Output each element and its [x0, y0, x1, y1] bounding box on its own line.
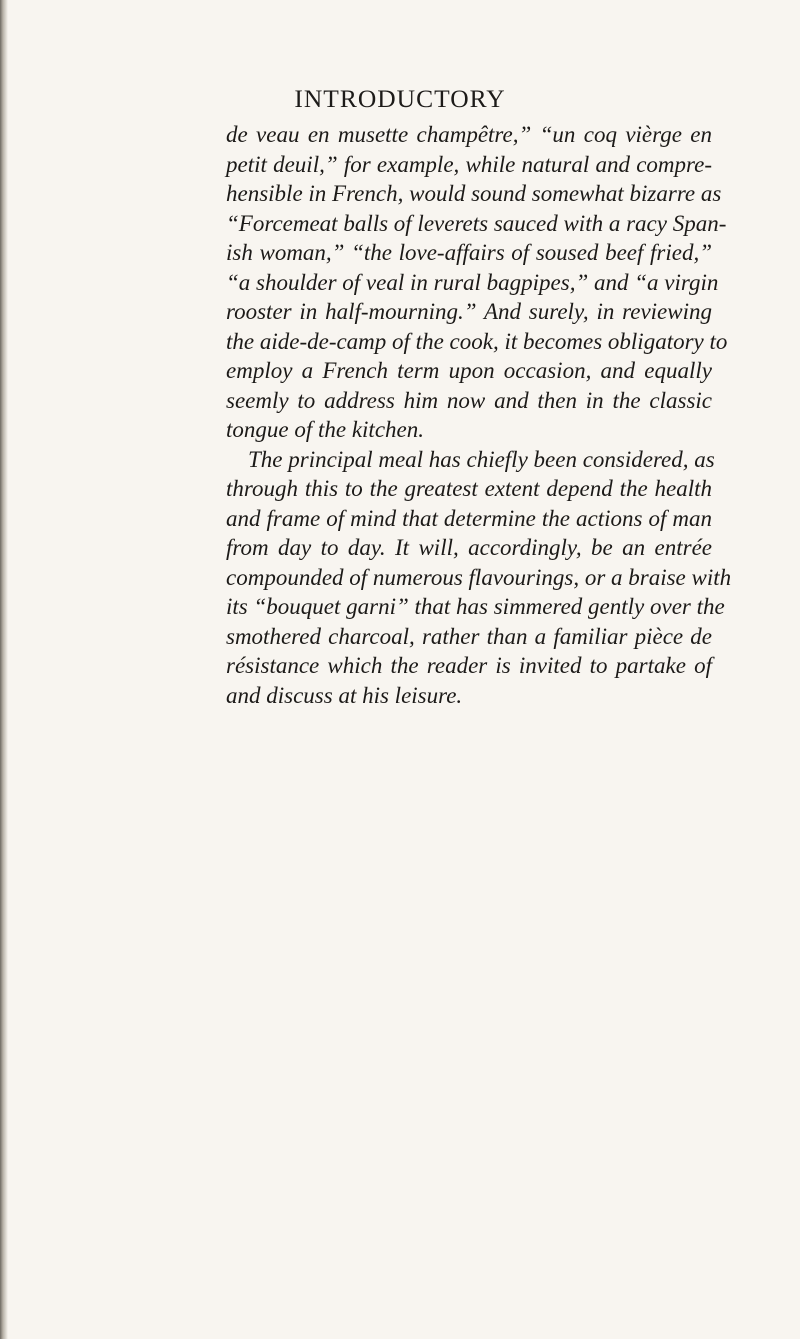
paragraph-1 — [226, 120, 728, 445]
text-line: “a shoulder of veal in rural bagpipes,” and “a virgin — [226, 269, 719, 295]
paragraph-2 — [226, 445, 732, 711]
text-line: rooster in half-mourning.” And surely, in reviewing — [226, 299, 712, 324]
text-line: The principal meal has chiefly been considered, as — [248, 446, 715, 472]
running-head: INTRODUCTORY — [294, 84, 506, 113]
text-line: petit deuil,” for example, while natural and compre- — [226, 151, 712, 177]
text-line: and frame of mind that determine the actions of man — [226, 505, 712, 531]
page-edge-shadow — [0, 0, 8, 1339]
text-line: through this to the greatest extent depend the health — [226, 476, 712, 501]
text-line: ish woman,” “the love-affairs of soused beef fried,” — [226, 240, 712, 265]
body-text — [226, 120, 732, 710]
text-line: employ a French term upon occasion, and equally — [226, 358, 712, 383]
text-line: compounded of numerous flavourings, or a braise with — [226, 564, 732, 590]
text-line: seemly to address him now and then in the classic — [226, 387, 712, 413]
text-line: “Forcemeat balls of leverets sauced with a racy Span- — [226, 210, 727, 236]
text-line: de veau en musette champêtre,” “un coq vièrge en — [226, 122, 712, 147]
text-line: smothered charcoal, rather than a familiar pièce de — [226, 623, 712, 649]
text-line: from day to day. It will, accordingly, be an entrée — [226, 535, 712, 560]
text-line: the aide-de-camp of the cook, it becomes obligatory to — [226, 328, 728, 354]
text-line: its “bouquet garni” that has simmered gently over the — [226, 594, 725, 619]
text-line: and discuss at his leisure. — [226, 682, 463, 708]
text-line: hensible in French, would sound somewhat bizarre as — [226, 181, 722, 206]
text-line: résistance which the reader is invited to partake of — [226, 653, 712, 678]
text-line: tongue of the kitchen. — [226, 417, 424, 442]
